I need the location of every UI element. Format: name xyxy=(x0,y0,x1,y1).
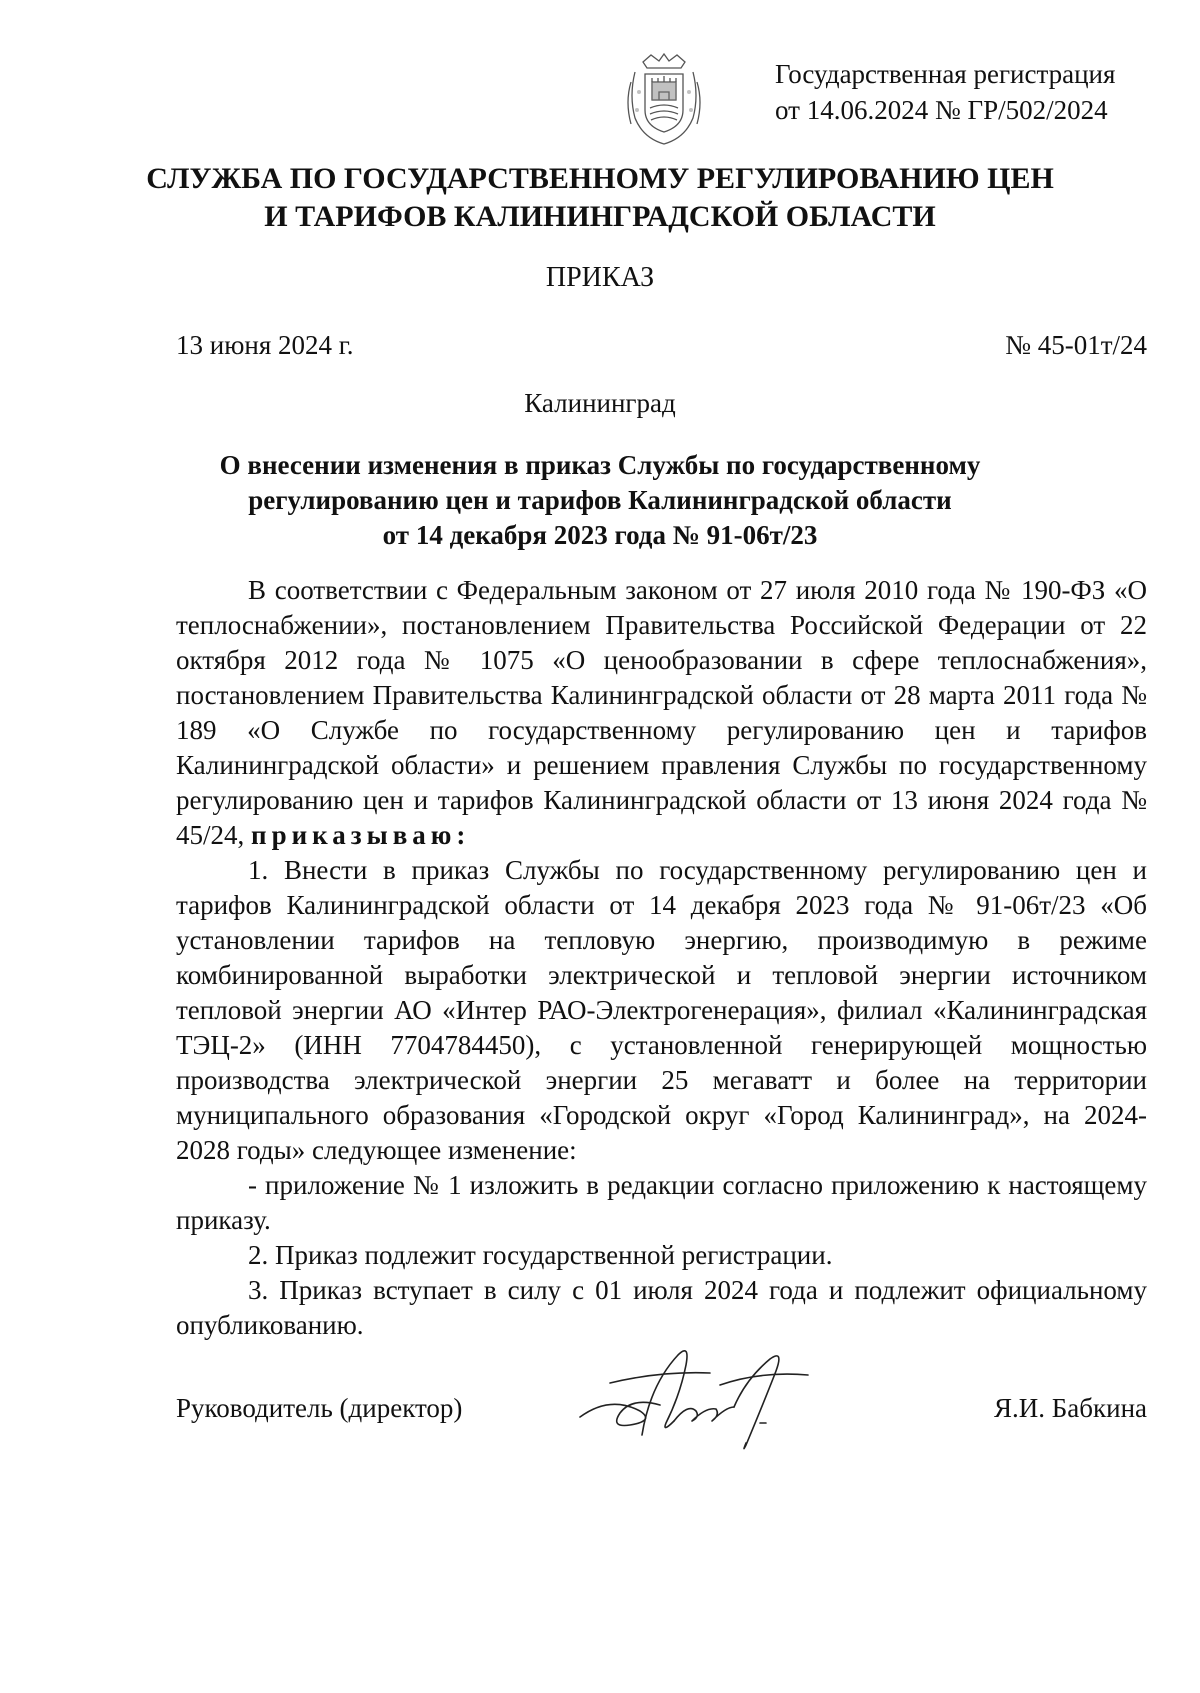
item-2-paragraph: 2. Приказ подлежит государственной регистрации. xyxy=(248,1240,833,1270)
registration-stamp xyxy=(775,56,1175,128)
agency-name-line-1: СЛУЖБА ПО ГОСУДАРСТВЕННОМУ РЕГУЛИРОВАНИЮ ЦЕН xyxy=(146,162,1054,195)
item-1-subparagraph: - приложение № 1 изложить в редакции согласно приложению к настоящему приказу. xyxy=(176,1170,1147,1235)
coat-of-arms-icon xyxy=(623,52,705,148)
document-type: ПРИКАЗ xyxy=(545,262,655,293)
registration-line-2: от 14.06.2024 № ГР/502/2024 xyxy=(775,95,1108,125)
document-subject xyxy=(0,448,1200,553)
preamble-text: В соответствии с Федеральным законом от 27 июля 2010 года № 190-ФЗ «О теплоснабжении», постановлением Правительства Российской Федерации от 22 октября 2012 года № 1075 «О ценообразовании в сфере теплоснабжения», постановлением Правительства Калининградской области от 28 марта 2011 года № 189 «О Службе по государственному регулированию цен и тарифов Калининградской области» и решением правления Службы по государственному регулированию цен и тарифов Калининградской области от 13 июня 2024 года № 45/24, xyxy=(176,575,1147,850)
preamble-paragraph xyxy=(176,573,1147,853)
item-1-paragraph: 1. Внести в приказ Службы по государственному регулированию цен и тарифов Калининградской области от 14 декабря 2023 года № 91-06т/23 «Об установлении тарифов на тепловую энергию, производимую в режиме комбинированной выработки электрической и тепловой энергии источником тепловой энергии АО «Интер РАО-Электрогенерация», филиал «Калининградская ТЭЦ-2» (ИНН 7704784450), с установленной генерирующей мощностью производства электрической энергии 25 мегаватт и более на территории муниципального образования «Городской округ «Город Калининград», на 2024-2028 годы» следующее изменение: xyxy=(176,855,1147,1165)
signatory-name: Я.И. Бабкина xyxy=(994,1393,1147,1423)
signatory-title: Руководитель (директор) xyxy=(176,1393,463,1423)
document-body xyxy=(176,573,1147,1343)
subject-line-1: О внесении изменения в приказ Службы по государственному xyxy=(219,450,981,480)
registration-line-1: Государственная регистрация xyxy=(775,59,1116,89)
handwritten-signature xyxy=(570,1325,830,1455)
document-number: № 45-01т/24 xyxy=(1005,330,1147,360)
subject-line-2: регулированию цен и тарифов Калининградской области xyxy=(248,485,952,515)
decree-word: приказываю: xyxy=(251,820,471,850)
subject-line-3: от 14 декабря 2023 года № 91-06т/23 xyxy=(382,520,818,550)
agency-name xyxy=(0,160,1200,236)
document-date: 13 июня 2024 г. xyxy=(176,330,354,360)
agency-name-line-2: И ТАРИФОВ КАЛИНИНГРАДСКОЙ ОБЛАСТИ xyxy=(264,200,936,233)
document-city: Калининград xyxy=(524,388,676,418)
item-3-paragraph: 3. Приказ вступает в силу с 01 июля 2024 года и подлежит официальному опубликованию. xyxy=(176,1275,1147,1340)
